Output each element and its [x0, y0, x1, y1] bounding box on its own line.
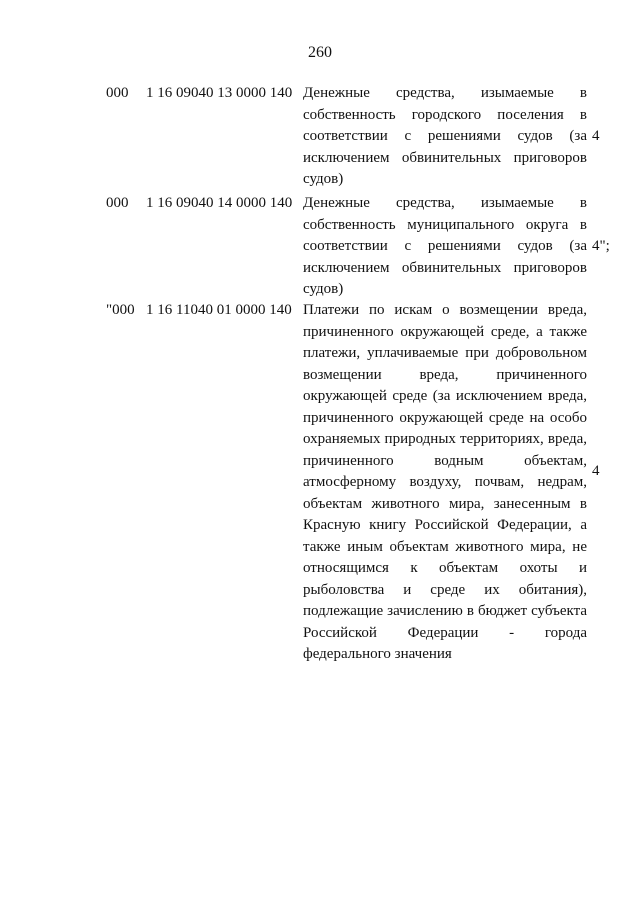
description-line: Красную книгу Российской Федерации, а: [303, 517, 587, 533]
description-line: причиненного окружающей среде, а также: [303, 323, 587, 340]
norm-value: 4: [592, 128, 600, 144]
description-line: причиненного водным объектам,: [303, 452, 587, 469]
description-line: относящимся к объектам охоты и: [303, 560, 587, 576]
description-line: Платежи по искам о возмещении вреда,: [303, 302, 587, 318]
admin-code: 000: [106, 85, 129, 101]
description-line: соответствии с решениями судов (за: [303, 128, 587, 144]
description-line: исключением обвинительных приговоров: [303, 149, 587, 166]
admin-code: "000: [106, 302, 135, 318]
description-line: охраняемых природных территориях, вреда,: [303, 431, 587, 447]
description-line: рыболовства и среде их обитания),: [303, 581, 587, 598]
description-line: Российской Федерации - города: [303, 624, 587, 641]
revenue-description: [303, 83, 587, 191]
admin-code: 000: [106, 195, 129, 211]
revenue-description: [303, 193, 587, 301]
revenue-description: [303, 300, 587, 666]
description-line: подлежащие зачислению в бюджет субъекта: [303, 603, 587, 619]
description-line: возмещении вреда, причиненного: [303, 366, 587, 383]
description-line: Денежные средства, изымаемые в: [303, 85, 587, 101]
description-line: окружающей среде (за исключением вреда,: [303, 388, 587, 404]
description-line: атмосферному воздуху, почвам, недрам,: [303, 474, 587, 490]
description-line: объектам животного мира, занесенным в: [303, 495, 587, 512]
budget-classification-code: 1 16 11040 01 0000 140: [146, 302, 292, 318]
description-line: федерального значения: [303, 646, 452, 662]
budget-classification-code: 1 16 09040 14 0000 140: [146, 195, 293, 211]
description-line: Денежные средства, изымаемые в: [303, 195, 587, 211]
page-number: 260: [308, 44, 332, 61]
budget-classification-code: 1 16 09040 13 0000 140: [146, 85, 293, 101]
description-line: судов): [303, 171, 344, 187]
description-line: собственность муниципального округа в: [303, 216, 587, 233]
description-line: также иным объектам животного мира, не: [303, 538, 587, 555]
description-line: причиненного окружающей среде на особо: [303, 409, 587, 426]
description-line: собственность городского поселения в: [303, 106, 587, 123]
norm-value: 4: [592, 463, 600, 479]
description-line: судов): [303, 281, 344, 297]
description-line: платежи, уплачиваемые при добровольном: [303, 345, 587, 361]
norm-value: 4";: [592, 238, 610, 254]
description-line: соответствии с решениями судов (за: [303, 238, 587, 254]
description-line: исключением обвинительных приговоров: [303, 259, 587, 276]
